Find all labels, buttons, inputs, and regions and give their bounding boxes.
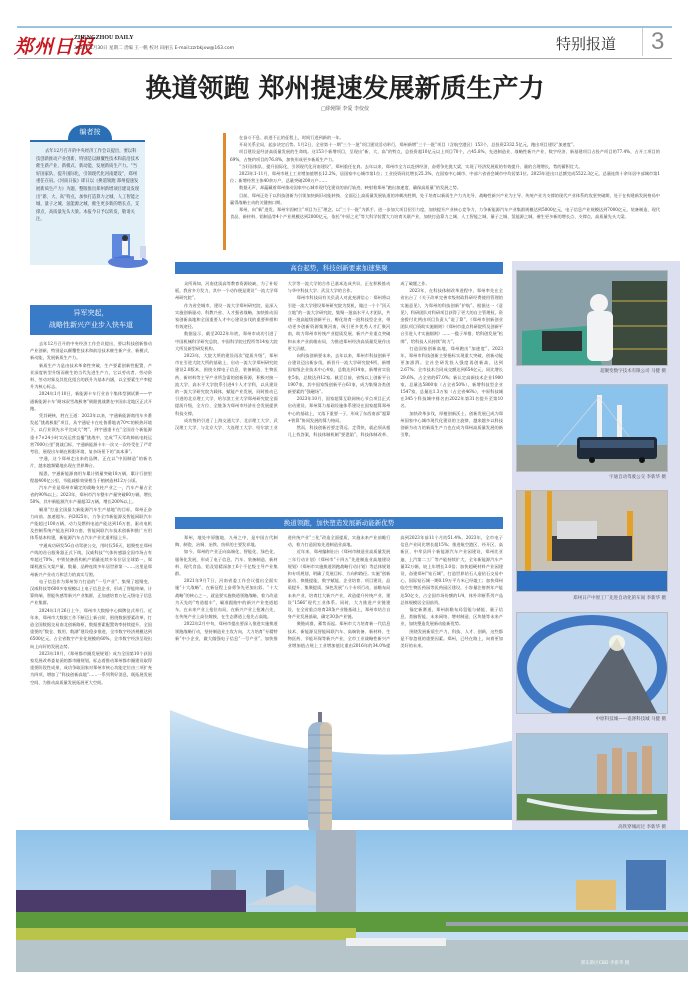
section1-paragraph: 宇通成功研发5G自动驾驶公交，用时仅56天，超聚变在郑州产线的首台服务器正式下线，汉威科技“气体传感器全国市场占有率超过70%，中铁装备盾构机产销量连续多年位居全球第一，郑煤机液压支架产量、数量、品种连续多年居世界第一……这里是郑州新兴产业动力和活力的真实写照。 [30, 542, 152, 577]
section2-heading: 高台起势，科技创新要素加速集聚 [175, 262, 503, 274]
section1-paragraph: 凭其硬核，胜在王道：2023年以来，宇通新能源商用车多番发起“挑战极限”项目，从宇通轻卡在吐鲁番地表70℃的极热环境下，以行业领先水平完成大“烤”，到宇通重卡在“全国首个新能源重卡7×24小时实况运营直播”挑战中，完成“7天零故障低电耗运营7000公里”挑战目标，宇通新能源卡车一次又一次经受住了严苛考验，展现出车辆在极限环境、复杂场景下的“真本事”。 [30, 413, 152, 455]
masthead-rule [17, 58, 672, 59]
top-rule [17, 26, 672, 28]
section2-paragraph: 作为省会城市，建设一流大学郑州研究院，是深入实施创新驱动、科教兴省、人才强省战略，加快推动国家创新高地和全国重要人才中心建设步伐的重要举措和有效途径。 [175, 302, 278, 330]
photo-cbd-cityscape [16, 830, 688, 972]
photo-server-factory [516, 270, 668, 366]
photo-caption: 中原科技城——追涤科技城 马健 摄 [595, 717, 666, 722]
section2-paragraph: 打造国家创新高地，郑州跑出“加速度”。2023年，郑州市科技创新主要指标实现重大突破，创新动能更加澎湃。全社会研发投入强度再创新高，达到2.67%；全市技术合同成交额达到654亿元，同比增长29.6%，占全省的67.0%；新认定高新技术企业1900家，总量达5800家（占全省50%），新增科技型企业1547家，总量达1.3万家（占全省46%），中原科技城在345个科技城中排名由2022年第31名提升至第10名。 [400, 345, 503, 409]
intro-paragraph: 项目建设是经济高质量发展的生命线。这153个新增项目，呈现出“新、大、高”的特点，总投资超10亿元以上项目70个，占45.8%，先进制造业、战略性新兴产业、数字经济、新基建项目占投产项目的77.4%，占开工项目的69%，占签约项目的76.8%，加快形成更多新质生产力。 [230, 149, 660, 162]
millennium-tower-image [290, 710, 350, 835]
intro-paragraph: “当好国家队、提升国际化，引领现代化河南建设”，郑州重任在肩。去年以来，郑州市全力以赴拼经济，奋勇争先挑大梁，实现了经济发展质的有效提升、量的合理增长，势的蓄积壮大。 [239, 163, 583, 169]
section1-paragraph: 宇通，这个郑州走出来的品牌，正在以“中国制造”的新名片，越来越频繁地出现在世界舞台。 [30, 456, 152, 469]
intro-accent-bar [223, 133, 226, 250]
photo-autonomous-bus [516, 384, 668, 472]
issue-meta: 2024年1月30日 星期二 责编 王一帆 校对 田丽玉 E-mail:zzrbkjxw@163.com [74, 46, 235, 51]
intro-paragraph: 郑州，向“新”进发。郑州牢固树立“项目为王”理念，以“三个一批”为抓手，进一步加大项目招引力度，加快提升产业核心竞争力，力争新能源汽车产业集群规模达到5000亿元，电子信息产业规模达到7000亿元，装备制造、现代食品、新材料、铝制品等4个产业规模达到2000亿元，依托“中原之光”等大科学装置大力培育关联产业，加快打造算力之城、人工智能之城、量子之城、氢能源之城，催生更多新的增长点、支撑点，高质量先头大梁。 [230, 207, 660, 220]
page-number: 3 [642, 28, 664, 56]
section1-paragraph: 去年12月召开的中央经济工作会议提出，要以科技创新推动产业创新，特别是以颠覆性技术和前沿技术催生新产业、新模式、新动能，发展新质生产力。 [30, 341, 152, 361]
photo-caption: 超聚变数字技术有限公司 马健 摄 [600, 369, 666, 374]
intro-paragraph: 数据无声，却蕴藏着郑州推动国家中心城市现代化建设的前行轨迹，映射着郑州“跑出加速度、确保高质量”的发展之势。 [239, 185, 462, 191]
section3-paragraph: 如今，郑州的产业正向高端化、智能化、绿色化、服务化发展，形成了电子信息、汽车、装备制造、新材料、现代食品、铝及铝精深加工6个千亿级主导产业集群。 [175, 549, 278, 577]
section1-paragraph: 新质生产力是由技术革命性突破、生产要素创新性配置、产业深度转型升级而催生的当代先进生产力，它以劳动者、劳动资料、劳动对象及其优化组合的跃升为基本内涵，以全要素生产率提升为核心标志。 [30, 362, 152, 390]
section2-paragraph: 加快改革步伐，厚植创新沃土。创新发展已成为郑州国家中心城市现代化建设的主旋律，越来越多以科技创新为动力的新质生产力也在成为郑州高质量发展的新引擎。 [400, 410, 503, 438]
section1-paragraph: 瞄准“打造全国最大新能源汽车生产基地”的目标，郑州正奋力向前、加速超车。到2025年，力争全市新能源及智能网联汽车产能超过100万辆，动力及燃料电池产能达到16万套，驱动电机及控制系统产能达到10万套，智能网联汽车技术创新和推广应用体系基本构建，新能源汽车占汽车产业比重明显上升。 [30, 506, 152, 541]
section3-paragraph: 锚定新赛道，郑州前瞻布局氢能与储能、量子信息、类脑智能、未来网络、增材制造、区块链等未来产业，加快塑造发展新动能新优势。 [400, 607, 503, 627]
photo-caption: 高铁穿城而过 李新华 摄 [618, 825, 666, 830]
section3-paragraph: 2021年9月7日，河南省委工作会议提出全面实施“十大战略”，在新征程上奋勇争先更加出彩。“十大战略”的核心之一，就是要实施换道领跑战略，着力改造为天先的“弯道超车”，瞄准跟跑中的新兴产业变道超车，在未来产业上抢位布局，在新兴产业上抢滩占先，在传统产业上高位嫁接，在生态赛道上抢先占高地。 [175, 578, 278, 620]
editor-note-label: 编者按 [68, 125, 112, 140]
section1-paragraph: 据悉，宇通新能源商用车累计销量突破18万辆，累计行驶里程超400亿公里，节能减排效果相当于植树造林12万公顷。 [30, 470, 152, 483]
section1-title-line1: 异军突起， [73, 309, 109, 317]
intro-paragraph: 目前，郑州正处于以科技创新为引领加快新旧动能转换、全面迈上高质量发展轨道的冲刺决胜期，处于培育以新质生产力为先导、战略性新兴产业为主导、传统产业为支撑的现代产业体系的攻坚突破期，处于在构建新发展格局中赢得战略主动的关键窗口期。 [230, 192, 660, 205]
section1-heading [30, 305, 152, 335]
photo-caption: 郑东新区CBD 李新华 摄 [580, 961, 630, 966]
section2-body [175, 280, 503, 510]
newspaper-english-name: ZHENGZHOU DAILY [74, 35, 134, 41]
photo-auto-assembly-workshop [516, 490, 668, 592]
section2-paragraph: 数据显示，截至2022年年底，郑州市成功引进了中国机械科学研究总院、中国科学院过程所等14家大院大所及新型研发机构。 [175, 331, 278, 351]
section2-paragraph: 2023年，大院大所的建设再次“提质升级”，郑州市在引进大院大所的基础上，启动一流大学郑州研究院建设2.0版本，围绕支撑电子信息、装备制造、生物医药、新材料等主导产业所急需的创新资源，积极对接一流大学、高水平大学院系引进4个人才学科，以具建设的一流大学研究院为载体，赋能产业发展，同时推动已引进的北京理工大学、哈尔滨工业大学郑州研究院全面提质升级，全方位、全链条为郑州市经济社会发展提供科技支撑。 [175, 353, 278, 416]
intro-paragraph: 开局关系全局，起步决定后势。1月2日，全省第十一期“三个一批”项目建设活动举行，郑州新增“三个一批”项目（含航空港区）153个，总投资2332.5亿元，跑出项目建设“加速度”。 [239, 142, 578, 148]
section1-paragraph: 电子信息作为郑州努力打造的“一号产业”，集聚了超聚变、汉威科技等600多家规模以上电子信息企业，形成了智能终端、计算终端、智能传感等新兴产业集群，正加速培育万亿元级电子信息产业集群。 [30, 578, 152, 606]
intro-paragraph: 2023年1-11月，郑州市规上工业增加值增长12.2%，居国家中心城市第1位；工业投资同比增长25.3%，在国家中心城市、中部六省省会城市中均居第1位。2023年进出口总额完成5522.3亿元，总量连续十余年居中部城市第1位；新增经营主体40余万户，总量突破200万户…… [230, 171, 660, 184]
section2-paragraph: 向科技创新要未来。去年以来，郑州市科技创新平台建设迈出新步伐，新晋升一流大学研究院4所，新增国家级企业技术中心4家，总数达到14家，新增省实验室5家，总数达到12家。截至目前，省级以上创新平台1907家，其中国家级创新平台61家，成为集聚各类创新要素的“强磁场”。 [287, 353, 391, 395]
section1-paragraph: 2024年1月10日，新能源卡车行业首个集体型测试赛——宇通新能源卡车“耐冰驭雪战极寒”极限挑战赛在中国东北地区正式开跑。 [30, 391, 152, 411]
photo-caption: 宇通自动驾驶公交 李新华 摄 [609, 475, 666, 480]
section2-paragraph: 众所周知，河南优质高等教育资源较缺，为了补短板，我省多方发力，其中一个动作便是建设“一流大学郑州研究院”。 [175, 281, 278, 301]
section2-paragraph: 然而，科技创新若要走得远、走得快，就必须从根儿上找答案，科技体制机制“要悉陷”，科技体制改革、成了破题之作。 [287, 281, 430, 438]
section2-paragraph: 2023年10月，国家超算互联网核心节点项目正式启动建设。郑州算力基础设施体系建设在国家超算郑州中心的基础上，又落下重要一子，形成了东西南部“超算+智算”协同发展的算力格局。 [287, 396, 391, 423]
photo-caption: 郑州日产中原工厂先进自动化的车间 李新华 摄 [573, 596, 666, 601]
section1-paragraph: 汽车产业是郑州市确定的战略支柱产业之一，汽车产量占全省的90%以上。2023年，郑州市汽车整车产量突破60万辆，增长50%，其中新能源汽车产量超32万辆，增长200%以上。 [30, 485, 152, 505]
section3-heading: 换道领跑，加快塑造发展新动能新优势 [175, 517, 503, 529]
intro-text [230, 134, 660, 252]
page-headline: 换道领跑 郑州提速发展新质生产力 [145, 74, 545, 104]
byline: □徐刚领 李爱 李佼佼 [321, 106, 369, 112]
section3-paragraph: 聚链成群，蓄势而起。郑州市大力培育新一代信息技术、新能源及智能网联汽车、高端装备、新材料、生物医药、节能环保等新兴产业，全市工业战略性新兴产业增加值占规上工业增加值比重由2016年的34.0%提高到2023年前11个月的51.4%。2023年，全市电子信息产业同比增长超15%；推进航空港区、经开区、高新区、中牟县四个新能源汽车产业园建设，郑州比亚迪、上汽第二工厂等产能持续扩大，全年新能源汽车产量32万辆，较上年增长3.0倍；加快超硬材料产业园建设，奋建郑州“钻石城”，打造世界钻石人造钻石交易中心，国际钻石城一期0.19万平方米已经竣工；加快郑州临空生物医药园等医药园区建设，小容量注射剂年产能达50亿支，占全国市场份额的1/4，体外诊断系列产品总体规模居全国前列。 [287, 535, 503, 649]
section3-paragraph: 近年来，郑州编制出台《郑州市制造业高质量发展三年行动计划》《郑州市“十四五”先进制造业高地建设规划》《郑州市实施换道领跑战略行动计划》等总体规划和专项规划，明确了发展目标、方向和路径。实施“创新驱动、换链提能、数字赋能、企业培育、项目建设、品质提升、集聚提质、绿色发展”八个专项行动，前瞻布局未来产业，培育壮大新兴产业，改造提升传统产业，建设“1566”现代工业体系。同时，大力推进产业链建设，在全省重点培育28条产业链基础上，郑州市结合自身产业发展基础，确定30条产业链。 [287, 549, 391, 620]
section1-title-line2: 战略性新兴产业步入快车道 [49, 321, 133, 329]
scientist-illustration-icon [98, 228, 148, 268]
intro-paragraph: 在奋斗不息、前进不止的征程上，时间行进到新的一年。 [239, 135, 344, 140]
section3-paragraph: 郑州，地处中原腹地，九州之中，是中国古代制陶、制瓷、冶铜、冶铁、纺织的主要发祥地。 [175, 535, 278, 548]
photo-science-city [516, 612, 668, 714]
editor-note-text: 去年12月召开的中央经济工作会议提出，要以科技创新推动产业创新，特别是以颠覆性技术和前沿技术催生新产业、新模式、新动能，发展新质生产力。“当好国家队、提升国际化，引领现代化河南建设”，郑州重任在肩。《河南日报》即日以《换道领跑 郑州提速发展新质生产力》为题，整版推出郑州新增项目建设发现出“新、大、高”特点，加快打造算力之城、人工智能之城、量子之城、氢能源之城，催生更多新的增长点、支撑点、高质量先头大梁。本报今日予以转发，敬请关注。 [36, 149, 140, 223]
photo-high-speed-rail [516, 733, 668, 821]
section3-paragraph: 2022年2月中旬，郑州市提出要深入推进实施换道领跑战略行动，坚持制造业主攻方向，大力培育“专精特新”中小企业，做大做强电子信息“一号产业”，加快推进传统产业“三化”改造全面提质，实施未来产业前瞻行动，着力打造国家先进制造业高地。 [175, 535, 391, 641]
section3-paragraph: 围绕发展新质生产力，科技、人才、创新，这些都是不容忽视的重要因素。郑州，已经在路上，向着更加美好的未来。 [400, 628, 503, 649]
section1-paragraph: 2024年1月26日上午，郑州市大数据中心揭牌仪式举行。近年来，郑州市大数据工作不断迈上新台阶，围绕数据要素改革，打造全国数据交易南北创新路枢，数据要素配置效率持续提升，全国重要的“数仓、数用、数湖”建设稳步推进，全市数字经济规模达到6500亿元，占全省数字产业化规模的60%，全市数字经济呈现出向上向好的发展态势。 [30, 607, 152, 649]
section1-paragraph: 2023年10月，《郑州都市圈发展规划》成为全国第10个获国家发展改革委复函的都市圈规划，标志着推动郑州都市圈建设取得重要阶段性成果，成功争取国家对郑州市核心功能定位由三项扩充为四项，增加了“科技创新高地”……一系列利好消息，既拓展发展空间，为推动高质量发展拓展更大空间。 [30, 650, 152, 685]
section3-body [175, 534, 503, 698]
section1-body [30, 340, 152, 830]
section2-paragraph: 郑州市科技局有关负责人对此充满信心：郑州将以引进一流大学建设郑州研究院为契机，做过一个个“顶天立地”的一流大学研究院，集聚一批高水平人才团队，共建一批高能级创新平台，孵化培育一批科技型企业，带动更多创新资源集聚河南，吸引更多优秀人才汇聚河南，助力郑州市传统产业提质发展、新兴产业重点突破和未来产业前瞻布局，为推进郑州经济高质量发展作出更大贡献。 [287, 295, 391, 351]
section2-paragraph: 成功签约引进了上海交通大学、北京理工大学、武汉理工大学、与北京大学、大连理工大学、哈尔滨工业大学等一流大学的合作已基本达成共识，正在积极推动与华中科技大学、武汉大学的合作。 [175, 281, 391, 431]
newspaper-logo: 郑州日报 [14, 36, 95, 58]
section2-paragraph: 2023年，在科技体制改革进程中，郑州率先在全省出台了《关于改革完善市级财政科研经费使用管理的实施意见》，为郑州的科技创新“护航”。根据这一《意见》，科研团队对科研项目获得了更大的自主管理权，资金拨付比例由项目负责人“说了算”，《郑州市创新创业团队项目资助实施细则》《郑州市重点科研院所及创新平台引进人才实施细则》……一揽子举措，给科创发展“松绑”，给科技人员持续“助力”。 [400, 288, 503, 344]
section-name: 特别报道 [556, 35, 617, 53]
